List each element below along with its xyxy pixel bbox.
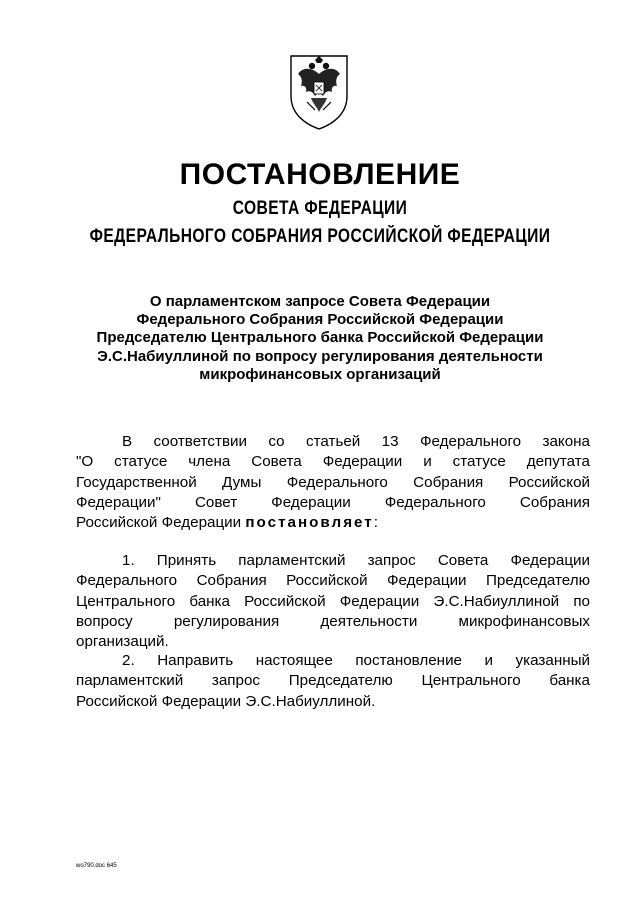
text-line: Центрального банка Российской Федерации Э.С.Набиуллиной по bbox=[76, 592, 590, 610]
issuing-body: СОВЕТА ФЕДЕРАЦИИ bbox=[232, 198, 408, 219]
text-line: Государственной Думы Федерального Собрания Российской bbox=[76, 473, 590, 491]
text-line: В соответствии со статьей 13 Федерального закона bbox=[122, 433, 590, 450]
issuing-body-parent: ФЕДЕРАЛЬНОГО СОБРАНИЯ РОССИЙСКОЙ ФЕДЕРАЦИИ bbox=[89, 226, 551, 247]
subject-line: Председателю Центрального банка Российской Федерации bbox=[96, 329, 544, 347]
text-line: Федерального Собрания Российской Федерации Председателю bbox=[76, 572, 590, 590]
resolution-item-2 bbox=[76, 651, 590, 712]
text-line: 2. Направить настоящее постановление и указанный bbox=[122, 652, 590, 669]
preamble-paragraph bbox=[76, 432, 590, 533]
subject-line: Федерального Собрания Российской Федерации bbox=[136, 311, 504, 329]
document-code: wo790.doc 645 bbox=[76, 863, 117, 869]
text-line: парламентский запрос Председателю Центрального банка bbox=[76, 672, 590, 690]
text-line: 1. Принять парламентский запрос Совета Федерации bbox=[122, 552, 590, 569]
document-subject bbox=[60, 293, 580, 384]
text-line bbox=[76, 513, 590, 533]
text-line: Федерации" Совет Федерации Федерального Собрания bbox=[76, 493, 590, 511]
resolution-item-1 bbox=[76, 551, 590, 652]
text-line: вопросу регулирования деятельности микрофинансовых bbox=[76, 612, 590, 630]
text-fragment: : bbox=[373, 514, 378, 532]
subject-line: Э.С.Набиуллиной по вопросу регулирования деятельности bbox=[97, 347, 543, 365]
text-line: Российской Федерации Э.С.Набиуллиной. bbox=[76, 692, 376, 710]
document-title: ПОСТАНОВЛЕНИЕ bbox=[179, 158, 461, 191]
subject-line: О парламентском запросе Совета Федерации bbox=[149, 293, 491, 310]
subject-line: микрофинансовых организаций bbox=[199, 365, 441, 383]
text-fragment: Российской Федерации bbox=[76, 514, 246, 532]
text-line: организаций. bbox=[76, 633, 169, 651]
text-line: "О статусе члена Совета Федерации и статусе депутата bbox=[76, 453, 590, 471]
coat-of-arms-emblem bbox=[285, 52, 353, 132]
resolves-word: постановляет bbox=[245, 514, 374, 532]
